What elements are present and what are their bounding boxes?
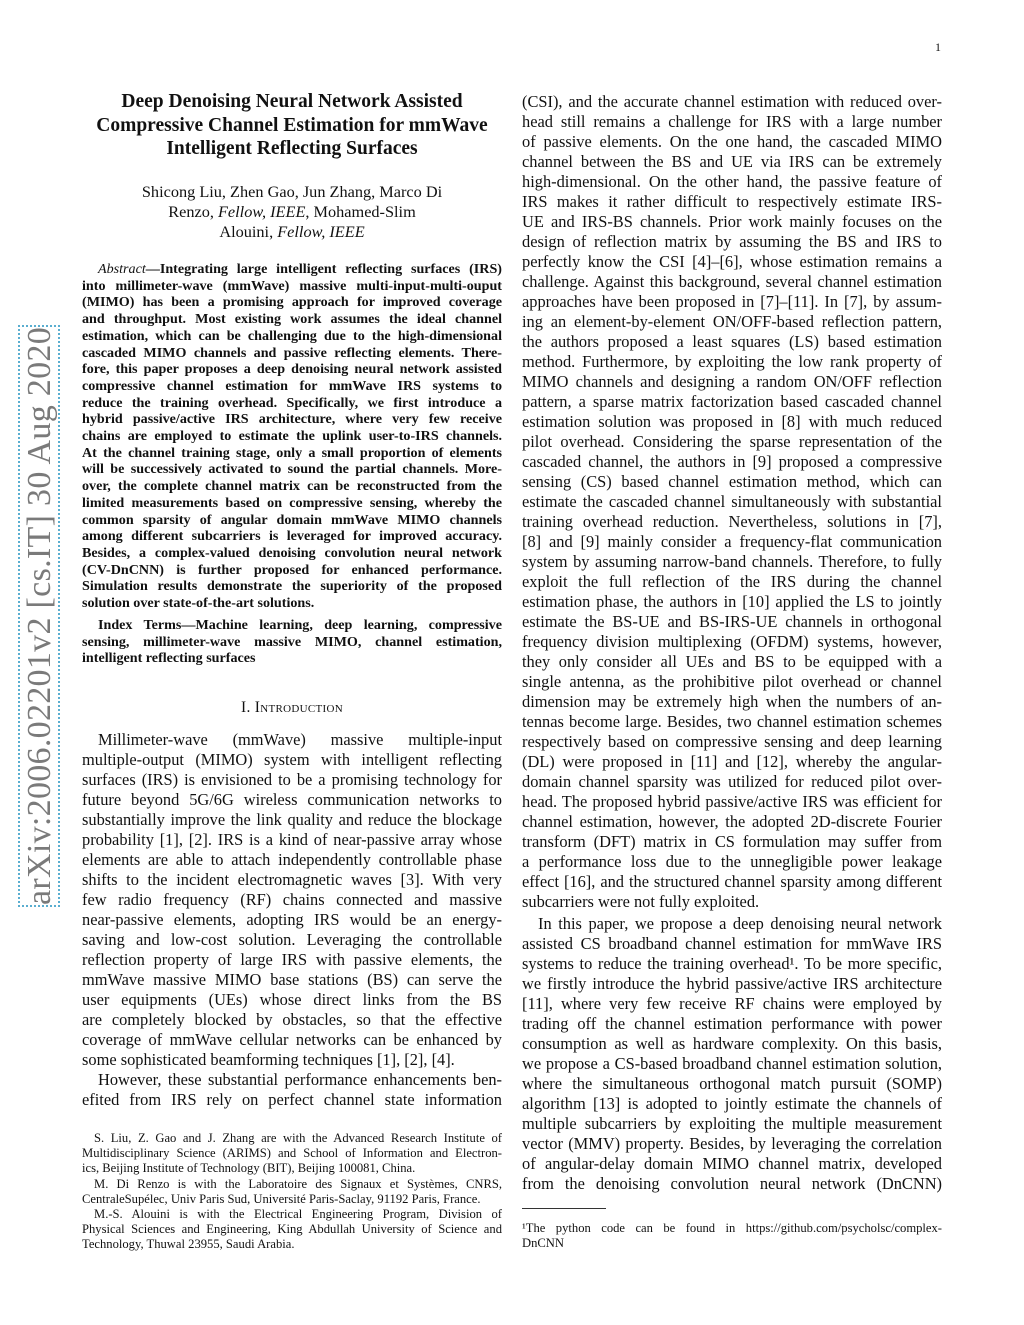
paragraph	[82, 1207, 502, 1253]
text-line: saving and low-cost solution. Leveraging the controllable	[82, 930, 502, 949]
author-title: Fellow, IEEE	[277, 222, 365, 241]
author-name: Alouini,	[219, 222, 278, 241]
text-line: transform (DFT) matrix in CS formulation may suffer from	[522, 832, 942, 851]
section-heading: I. Introduction	[240, 699, 343, 716]
text-line: among different subcarriers is leveraged for improved accuracy.	[82, 528, 502, 545]
text-line: chains are employed to estimate the uplink user-to-IRS channels.	[82, 428, 502, 445]
text-line: In this paper, we propose a deep denoising neural network	[538, 914, 942, 933]
author-line: Shicong Liu, Zhen Gao, Jun Zhang, Marco Di	[141, 182, 443, 201]
paper-title	[82, 90, 502, 161]
text-line: multiple-output (MIMO) system with intelligent reflecting	[82, 750, 502, 769]
author-line	[82, 202, 502, 222]
text-line: sensing (CS) based channel estimation method, which can	[522, 472, 942, 491]
text-line	[82, 261, 502, 278]
text-line: Physical Sciences and Engineering, King Abdullah University of Science and	[82, 1222, 502, 1237]
text-line: method. Furthermore, by exploiting the low rank property of	[522, 352, 942, 371]
text-line: effect [16], and the structured channel sparsity among different	[522, 872, 942, 891]
author-line	[82, 222, 502, 242]
text-line: (MIMO) has been a promising approach for improved coverage	[82, 294, 502, 311]
text-line: high-dimensional. On the other hand, the passive feature of	[522, 172, 942, 191]
author-affiliations	[82, 1131, 502, 1253]
text-line: perfectly know the CSI [4]–[6], whose estimation remains a	[522, 252, 942, 271]
right-column-text	[522, 92, 942, 912]
text-line: pilot overhead. Considering the sparse representation of the	[522, 432, 942, 451]
text-line: near-passive elements, adopting IRS would be an energy-	[82, 910, 502, 929]
text-line: domain channel sparsity was utilized for reduced pilot over-	[522, 772, 942, 791]
text-line: solution over state-of-the-art solutions.	[82, 595, 315, 612]
text-line: elements are able to attach independently controllable phase	[82, 850, 502, 869]
paragraph	[82, 1131, 502, 1177]
text-line: (CV-DnCNN) is further proposed for enhanced performance.	[82, 561, 502, 578]
text-line: dimension may be extremely high when the numbers of an-	[522, 692, 942, 711]
text-line: approaches have been proposed in [7]–[11]. In [7], by assum-	[522, 292, 942, 311]
text-line: from the denoising convolution neural network (DnCNN)	[522, 1174, 942, 1193]
text-line: MIMO channels and designing a random ON/OFF reflection	[522, 372, 942, 391]
text-line: vector (MMV) property. Besides, by leveraging the correlation	[522, 1134, 942, 1153]
text-line: user equipments (UEs) whose direct links from the BS	[82, 990, 502, 1009]
text-line: pattern, a sparse matrix factorization based cascaded channel	[522, 392, 942, 411]
text-line: coverage of mmWave cellular networks can be enhanced by	[82, 1030, 502, 1049]
footnote-rule	[522, 1208, 606, 1209]
text-line: Simulation results demonstrate the superiority of the proposed	[82, 578, 502, 595]
text-line: surfaces (IRS) is envisioned to be a promising technology for	[82, 770, 502, 789]
text-line: M. Di Renzo is with the Laboratoire des Signaux et Systèmes, CNRS,	[94, 1176, 502, 1191]
author-name: Renzo,	[168, 202, 218, 221]
text-line: Besides, a complex-valued denoising convolution neural network	[82, 544, 502, 561]
text-line: single antenna, as the prohibitive pilot overhead or channel	[522, 672, 942, 691]
text-line: [11], where very few receive RF chains were employed by	[522, 994, 942, 1013]
author-name: , Mohamed-Slim	[305, 202, 416, 221]
text-line: S. Liu, Z. Gao and J. Zhang are with the Advanced Research Institute of	[94, 1131, 502, 1145]
arxiv-stamp[interactable]: arXiv:2006.02201v2 [cs.IT] 30 Aug 2020	[21, 327, 58, 905]
paragraph	[82, 1177, 502, 1207]
text-line: [8] and [9] mainly consider a frequency-flat communication	[522, 532, 942, 551]
paragraph	[522, 914, 942, 1194]
text-line: Millimeter-wave (mmWave) massive multiple-input	[98, 730, 502, 749]
text-line: estimation solution was proposed in [8] with much reduced	[522, 412, 942, 431]
text-line: CentraleSupélec, Univ Paris Sud, Université Paris-Saclay, 91192 Paris, France.	[82, 1191, 481, 1206]
text-line: some sophisticated beamforming techniques [1], [2], [4].	[82, 1050, 455, 1069]
text-line: estimate the cascaded channel simultaneously with substantial	[522, 492, 942, 511]
text-line: the authors proposed a least squares (LS) based estimation	[522, 332, 942, 351]
text-line: and throughput. Most existing work assumes the ideal channel	[82, 311, 502, 328]
text-line: limited measurements based on compressive sensing, whereby the	[82, 494, 502, 511]
text-line: substantially improve the link quality and reduce the blockage	[82, 810, 502, 829]
text-line: (DL) were proposed in [11] and [12], whereby the angular-	[522, 752, 942, 771]
text-line: At the channel training stage, only a small proportion of elements	[82, 444, 502, 461]
text-line: However, these substantial performance enhancements ben-	[98, 1070, 502, 1089]
author-title: Fellow, IEEE	[217, 202, 306, 221]
text-line: intelligent reflecting surfaces	[82, 650, 256, 667]
text-line: head still remains a challenge for IRS with a large number	[522, 112, 942, 131]
text-line: we firstly introduce the hybrid passive/active IRS architecture	[522, 974, 942, 993]
text-line: exploit the full reflection of the IRS during the channel	[522, 572, 942, 591]
page-number: 1	[935, 40, 941, 54]
text-line: are completely blocked by obstacles, so that the effective	[82, 1010, 502, 1029]
text-line: challenge. Against this background, several channel estimation	[522, 272, 942, 291]
title-line: Compressive Channel Estimation for mmWave	[96, 114, 488, 136]
abstract	[82, 261, 502, 612]
text-line: compressive channel estimation for mmWave IRS systems to	[82, 377, 502, 394]
text-line: cascaded MIMO channels and passive reflecting elements. There-	[82, 344, 502, 361]
text-line: ics, Beijing Institute of Technology (BIT), Beijing 100081, China.	[82, 1161, 416, 1176]
text-line: hybrid passive/active IRS architecture, where very few receive	[82, 411, 502, 428]
text-line: estimation phase, the authors in [10] applied the LS to jointly	[522, 592, 942, 611]
text-line: frequency division multiplexing (OFDM) systems, however,	[522, 632, 942, 651]
text-line: a performance loss due to the unnegligible power leakage	[522, 852, 942, 871]
paragraph	[522, 92, 942, 912]
text-line: sensing, millimeter-wave massive MIMO, channel estimation,	[82, 633, 502, 650]
text-line: head. The proposed hybrid passive/active IRS was efficient for	[522, 792, 942, 811]
text-line: DnCNN	[522, 1236, 564, 1251]
text-line: systems to reduce the training overhead¹. To be more specific,	[522, 954, 942, 973]
text-line: shifts to the incident electromagnetic waves [3]. With very	[82, 870, 502, 889]
text-line: assisted CS broadband channel estimation for mmWave IRS	[522, 934, 942, 953]
text-line: of angular-delay domain MIMO channel matrix, developed	[522, 1154, 942, 1173]
paragraph	[82, 730, 502, 1070]
text-line: cascaded channel, the authors in [9] proposed a compressive	[522, 452, 942, 471]
text-line: system by assuming narrow-band channels. Therefore, to fully	[522, 552, 942, 571]
text-line: efited from IRS rely on perfect channel state information	[82, 1090, 502, 1109]
text-line: estimate the BS-UE and BS-IRS-UE channels in orthogonal	[522, 612, 942, 631]
author-list	[82, 182, 502, 242]
text-line: subcarriers were not fully exploited.	[522, 892, 760, 911]
text-line: multiple subcarriers by exploiting the multiple measurement	[522, 1114, 942, 1133]
text-line: IRS makes it rather difficult to respectively estimate IRS-	[522, 192, 942, 211]
text-line: where the simultaneous orthogonal match pursuit (SOMP)	[522, 1074, 942, 1093]
text-line: we propose a CS-based broadband channel estimation solution,	[522, 1054, 942, 1073]
title-line: Intelligent Reflecting Surfaces	[166, 138, 418, 159]
text-line: of passive elements. On the one hand, the cascaded MIMO	[522, 132, 942, 151]
text-line: into millimeter-wave (mmWave) massive multi-input-multi-ouput	[82, 277, 502, 294]
text-line: training overhead reduction. Nevertheless, solutions in [7],	[522, 512, 942, 531]
text-line	[82, 617, 502, 634]
introduction-text	[82, 730, 502, 1110]
text-line: consumption as well as hardware complexity. On this basis,	[522, 1034, 942, 1053]
text-line: mmWave massive MIMO base stations (BS) can serve the	[82, 970, 502, 989]
text-line: reduce the training overhead. Specifically, we first introduce a	[82, 394, 502, 411]
text-line: estimation, which can be challenging due to the high-dimensional	[82, 327, 502, 344]
text-line: they only consider all UEs and BS to be equipped with a	[522, 652, 942, 671]
text-line: common sparsity of angular domain mmWave MIMO channels	[82, 511, 502, 528]
text-line: trading off the channel estimation performance with power	[522, 1014, 942, 1033]
text-line: algorithm [13] is adopted to jointly estimate the channels of	[522, 1094, 942, 1113]
text-line: tennas become large. Besides, two channel estimation schemes	[522, 712, 942, 731]
index-terms	[82, 617, 502, 667]
text-line: ing an element-by-element ON/OFF-based reflection pattern,	[522, 312, 942, 331]
text-line: Multidisciplinary Science (ARIMS) and School of Information and Electron-	[82, 1146, 502, 1161]
text-line: will be successively activated to sound the partial channels. More-	[82, 461, 502, 478]
text-line: respectively based on compressive sensing and deep learning	[522, 732, 942, 751]
text-line: over, the complete channel matrix can be reconstructed from the	[82, 478, 502, 495]
text-fragment: —Machine learning, deep learning, compressive	[181, 617, 502, 633]
index_terms-label: Index Terms	[98, 617, 182, 633]
text-line: channel between the BS and UE via IRS can be extremely	[522, 152, 942, 171]
right-column-paragraph	[522, 914, 942, 1194]
text-line: future beyond 5G/6G wireless communication networks to	[82, 790, 502, 809]
footnote	[522, 1221, 942, 1251]
text-line: ¹The python code can be found in https://github.com/psycholsc/complex-	[522, 1221, 942, 1235]
text-line: UE and IRS-BS channels. Prior work mainly focuses on the	[522, 212, 942, 231]
text-fragment: —Integrating large intelligent reflecting surfaces (IRS)	[145, 261, 502, 277]
text-line: design of reflection matrix by assuming the BS and IRS to	[522, 232, 942, 251]
text-line: fore, this paper proposes a deep denoising neural network assisted	[82, 361, 502, 378]
text-line: Technology, Thuwal 23955, Saudi Arabia.	[82, 1237, 295, 1252]
paragraph	[522, 1221, 942, 1251]
abstract-label: Abstract	[98, 261, 146, 277]
title-line: Deep Denoising Neural Network Assisted	[121, 91, 463, 112]
text-line: probability [1], [2]. IRS is a kind of near-passive array whose	[82, 830, 502, 849]
text-line: M.-S. Alouini is with the Electrical Engineering Program, Division of	[94, 1207, 502, 1222]
paragraph	[82, 1070, 502, 1110]
text-line: reflection property of large IRS with passive elements, the	[82, 950, 502, 969]
text-line: (CSI), and the accurate channel estimation with reduced over-	[522, 92, 942, 111]
text-line: channel estimation, however, the adopted 2D-discrete Fourier	[522, 812, 942, 831]
text-line: few radio frequency (RF) chains connected and massive	[82, 890, 502, 909]
